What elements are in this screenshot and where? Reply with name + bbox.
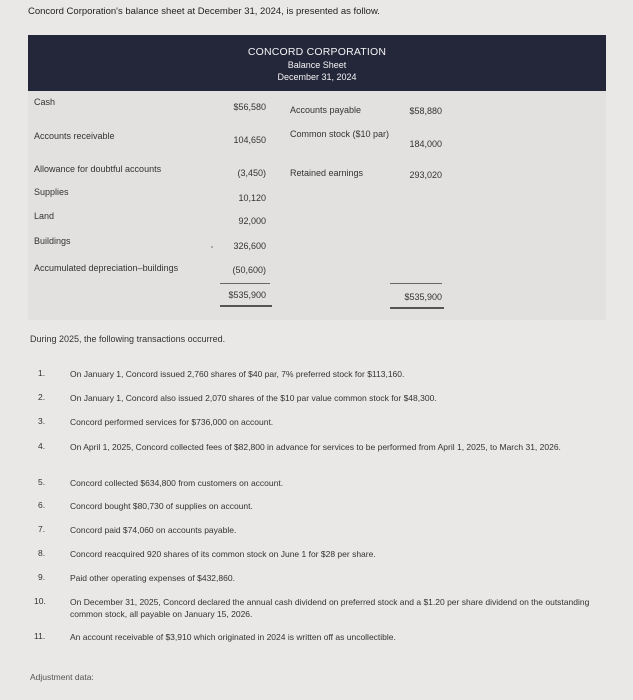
assets-subtotal-line <box>220 283 270 284</box>
liability-value: $58,880 <box>409 106 442 116</box>
transaction-text: Concord bought $80,730 of supplies on account. <box>70 501 253 511</box>
transaction-text: Concord collected $634,800 from customers on account. <box>70 478 284 488</box>
adjustment-data-label: Adjustment data: <box>30 672 94 682</box>
liability-label: Accounts payable <box>290 105 362 115</box>
transaction-number: 10. <box>34 596 46 606</box>
liabilities-total-underline <box>390 307 444 309</box>
liability-label: Retained earnings <box>290 168 364 178</box>
transaction-text: Concord paid $74,060 on accounts payable. <box>70 525 237 535</box>
transaction-text: On April 1, 2025, Concord collected fees of $82,800 in advance for services to be performed from April 1, 2025, to March 31, 2026. <box>70 442 561 452</box>
transaction-number: 4. <box>38 441 46 451</box>
transaction-text: On December 31, 2025, Concord declared the annual cash dividend on preferred stock and a $1.20 per share dividend on the outstanding common stock, all payable on January 15, 2026. <box>70 597 590 619</box>
liabilities-total: $535,900 <box>404 292 442 302</box>
balance-sheet-header <box>28 35 606 91</box>
liabilities-subtotal-line <box>390 283 442 284</box>
asset-value: $56,580 <box>233 102 266 112</box>
transaction-number: 6. <box>38 500 46 510</box>
transaction-text: An account receivable of $3,910 which originated in 2024 is written off as uncollectible. <box>70 632 396 642</box>
asset-label: Supplies <box>34 187 69 197</box>
transaction-number: 11. <box>34 631 46 641</box>
asset-value: (50,600) <box>232 265 266 275</box>
asset-label: Land <box>34 211 55 221</box>
transaction-number: 8. <box>38 548 46 558</box>
asset-label: Accumulated depreciation–buildings <box>34 263 179 273</box>
transaction-text: Paid other operating expenses of $432,860. <box>70 573 235 583</box>
transaction-text: On January 1, Concord also issued 2,070 shares of the $10 par value common stock for $48,300. <box>70 393 437 403</box>
transaction-number: 2. <box>38 392 46 402</box>
assets-total: $535,900 <box>228 290 266 300</box>
liability-value: 184,000 <box>409 139 442 149</box>
transaction-number: 9. <box>38 572 46 582</box>
asset-label: Buildings <box>34 236 71 246</box>
transaction-number: 3. <box>38 416 46 426</box>
transactions-intro: During 2025, the following transactions occurred. <box>30 334 226 344</box>
transaction-text: On January 1, Concord issued 2,760 shares of $40 par, 7% preferred stock for $113,160. <box>70 369 405 379</box>
asset-value: (3,450) <box>237 168 266 178</box>
asset-label: Cash <box>34 97 56 107</box>
intro-text: Concord Corporation's balance sheet at December 31, 2024, is presented as follow. <box>28 6 380 17</box>
asset-label: Accounts receivable <box>34 131 115 141</box>
asset-value: 104,650 <box>233 135 266 145</box>
transaction-number: 7. <box>38 524 46 534</box>
liability-label: Common stock ($10 par) <box>290 129 390 139</box>
transaction-text: Concord reacquired 920 shares of its common stock on June 1 for $28 per share. <box>70 549 376 559</box>
asset-value: 326,600 <box>233 241 266 251</box>
balance-sheet-body <box>28 91 606 320</box>
asset-value: 10,120 <box>238 193 266 203</box>
transaction-number: 5. <box>38 477 46 487</box>
asset-value: 92,000 <box>238 216 266 226</box>
asset-label: Allowance for doubtful accounts <box>34 164 162 174</box>
assets-total-underline <box>220 305 272 307</box>
statement-title: Balance Sheet <box>287 60 347 70</box>
transaction-number: 1. <box>38 368 46 378</box>
liability-value: 293,020 <box>409 170 442 180</box>
company-name: CONCORD CORPORATION <box>247 46 387 58</box>
transaction-text: Concord performed services for $736,000 on account. <box>70 417 274 427</box>
statement-date: December 31, 2024 <box>277 72 357 82</box>
